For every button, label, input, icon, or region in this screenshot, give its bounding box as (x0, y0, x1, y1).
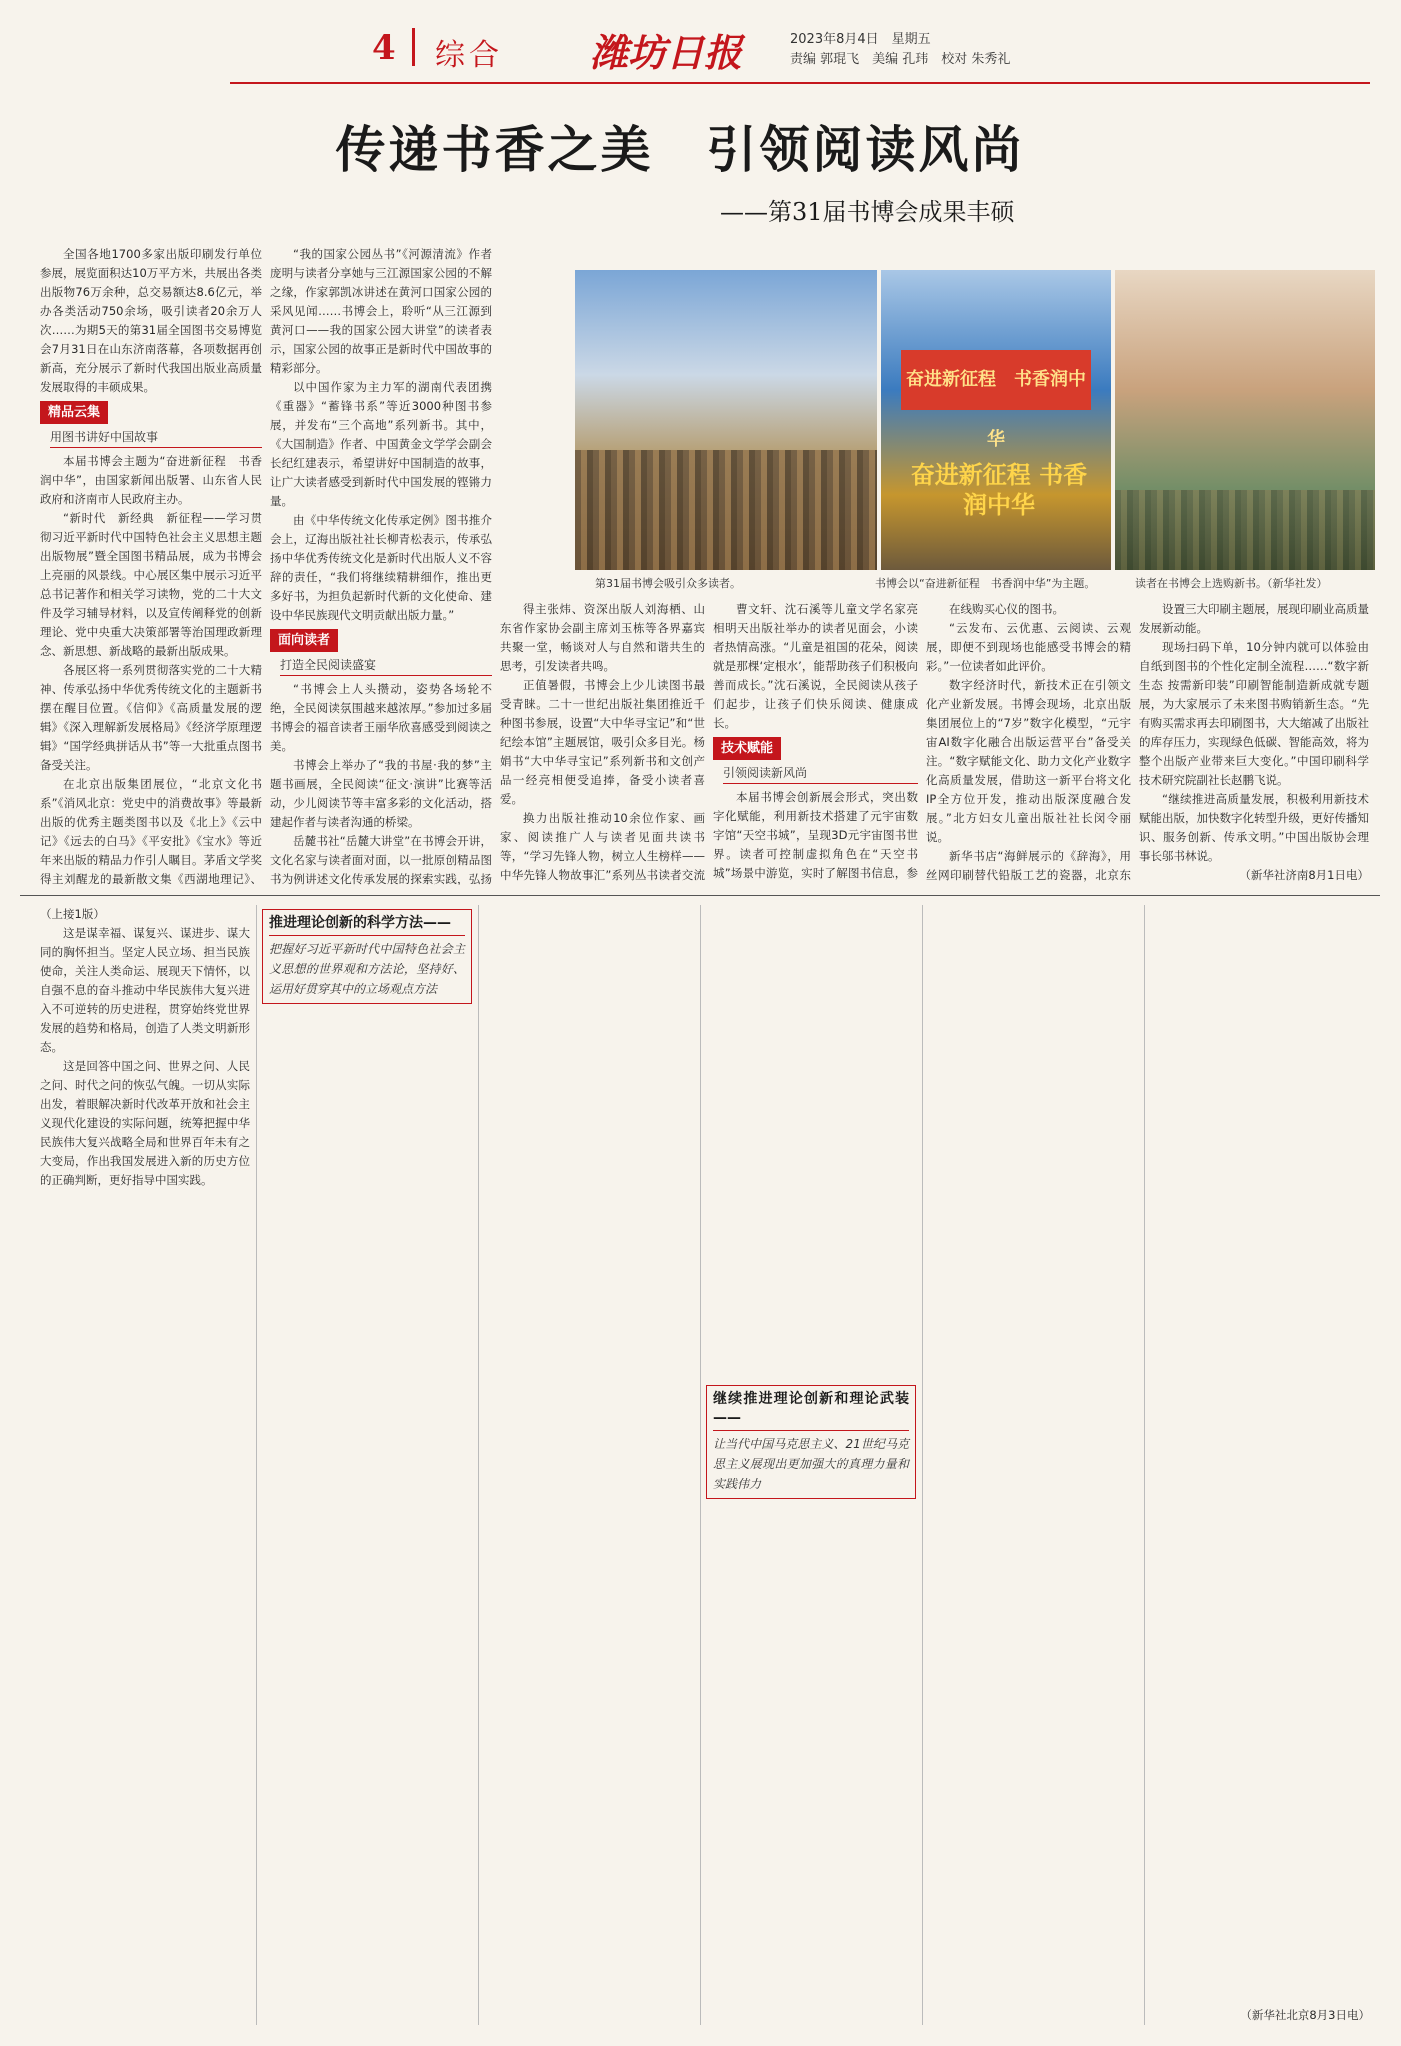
paragraph: “新时代 新经典 新征程——学习贯彻习近平新时代中国特色社会主义思想主题出版物展”暨全国图书精品展，成为书博会上亮丽的风景线。中心展区集中展示习近平总书记著作和相关学习读物，党的二十大文件及学习辅导材料，以及宣传阐释党的创新理论、党中央重大决策部署等治国理政新理念、新思想、新战略的最新出版成果。 (40, 511, 262, 658)
box-subtitle: 把握好习近平新时代中国特色社会主义思想的世界观和方法论，坚持好、运用好贯穿其中的立场观点方法 (269, 942, 465, 996)
paragraph: 本届书博会主题为“奋进新征程 书香润中华”，由国家新闻出版署、山东省人民政府和济南市人民政府主办。 (40, 454, 262, 506)
dateline-end-bottom: （新华社北京8月3日电） (1240, 2008, 1370, 2022)
paragraph: 以中国作家为主力军的湖南代表团携《重器》“蓄锋书系”等近3000种图书参展，并发布“三个高地”系列新书。其中，《大国制造》作者、中国黄金文学学会副会长纪红建表示，希望讲好中国制造的故事，让广大读者感受到新时代中国发展的铿锵力量。 (270, 380, 492, 508)
page-number: 4 (372, 28, 396, 68)
article-column-3 (500, 600, 705, 885)
article-column-6 (1139, 600, 1369, 885)
section-tag-quality: 精品云集 (40, 401, 108, 424)
photo-caption-2: 书博会以“奋进新征程 书香润中华”为主题。 (875, 577, 1096, 590)
column-rule (922, 905, 923, 2025)
photo-caption-1: 第31届书博会吸引众多读者。 (595, 577, 741, 590)
box-title: 推进理论创新的科学方法—— (269, 914, 465, 936)
paragraph: 岳麓书社“岳麓大讲堂”在书博会开讲，文化名家与读者面对面，以一批原创精品图书为例讲述文化传承发展的探索实践，弘扬 (270, 834, 492, 885)
article-column-5 (926, 600, 1131, 885)
continued-from: （上接1版） (40, 907, 105, 921)
bottom-column-3 (484, 905, 694, 2025)
photo-caption-3: 读者在书博会上选购新书。（新华社发） (1135, 577, 1328, 590)
bottom-column-5 (928, 905, 1138, 2025)
bottom-column-2 (262, 905, 472, 2025)
paragraph: 本届书博会创新展会形式，突出数字化赋能，利用新技术搭建了元宇宙数字馆“天空书城”，呈现3D元宇宙图书世界。读者可控制虚拟角色在“天空书城”场景中游览，实时了解图书信息，参 (713, 790, 918, 880)
editor-credits: 责编 郭琨飞 美编 孔玮 校对 朱秀礼 (790, 52, 1011, 67)
box-theory-arming (706, 1385, 916, 1499)
section-tag-tech: 技术赋能 (713, 737, 781, 760)
paragraph: 各展区将一系列贯彻落实党的二十大精神、传承弘扬中华优秀传统文化的主题新书摆在醒目位置。《信仰》《高质量发展的逻辑》《深入理解新发展格局》《经济学原理逻辑》“国学经典拼话从书”等一大批重点图书备受关注。 (40, 663, 262, 772)
box-title: 继续推进理论创新和理论武装—— (713, 1390, 909, 1431)
paragraph: 曹文轩、沈石溪等儿童文学名家亮相明天出版社举办的读者见面会，小读者热情高涨。“儿童是祖国的花朵，阅读就是那棵‘定根水’，能帮助孩子们积极向善而成长。”沈石溪说，全民阅读从孩子们起步，让孩子们快乐阅读、健康成长。 (713, 602, 918, 730)
column-rule (478, 905, 479, 2025)
bottom-column-4 (706, 905, 916, 2025)
paragraph: 书博会上举办了“我的书屋·我的梦”主题书画展，全民阅读“征文·演讲”比赛等活动，少儿阅读节等丰富多彩的文化活动，搭建起作者与读者沟通的桥梁。 (270, 758, 492, 829)
dateline-end: （新华社济南8月1日电） (1239, 868, 1369, 882)
photo-banner-text: 奋进新征程 书香润中华 (901, 350, 1091, 410)
paragraph: 这是回答中国之问、世界之问、人民之问、时代之问的恢弘气魄。一切从实际出发，着眼解决新时代改革开放和社会主义现代化建设的实际问题，统筹把握中华民族伟大复兴战略全局和世界百年未有之大变局，作出我国发展进入新的历史方位的正确判断，更好指导中国实践。 (40, 1059, 250, 1187)
box-subtitle: 让当代中国马克思主义、21世纪马克思主义展现出更加强大的真理力量和实践伟力 (713, 1437, 909, 1491)
photo-sign-text: 奋进新征程 书香润中华 (910, 461, 1088, 519)
column-rule (1144, 905, 1145, 2025)
paragraph: 在北京出版集团展位，“北京文化书系”《消风北京：党史中的消费故事》等最新出版的优秀主题类图书以及《北上》《云中记》《远去的白马》《平安批》《宝水》等近年来出版的精品力作引人瞩目。茅盾文学奖得主刘醒龙的最新散文集《西湖地理记》、 (40, 777, 262, 885)
section-subtitle-readers: 打造全民阅读盛宴 (280, 656, 492, 676)
paragraph: 新华书店“海鲜展示的《辞海》，用丝网印刷替代铅版工艺的瓷器，北京东 (926, 849, 1131, 882)
section-tag-readers: 面向读者 (270, 629, 338, 652)
article-divider (20, 895, 1380, 896)
paragraph: “书博会上人头攒动，姿势各场轮不绝，全民阅读氛围越来越浓厚。”参加过多届书博会的福音读者王丽华欣喜感受到阅读之美。 (270, 682, 492, 753)
photo-crowd (575, 270, 877, 570)
column-rule (700, 905, 701, 2025)
paragraph: “继续推进高质量发展，积极利用新技术赋能出版，加快数字化转型升级，更好传播知识、服务创新、传承文明。”中国出版协会理事长邬书林说。 (1139, 792, 1369, 863)
photo-readers (1115, 270, 1375, 570)
bottom-column-6 (1150, 905, 1370, 2025)
paragraph: 数字经济时代，新技术正在引领文化产业新发展。书博会现场，北京出版集团展位上的“7岁”数字化模型，“元宇宙AI数字化融合出版运营平台”备受关注。“数字赋能文化、助力文化产业数字化高质量发展，借助这一新平台将文化IP全方位开发，推动出版深度融合发展。”北方妇女儿童出版社社长闵令丽说。 (926, 678, 1131, 844)
paragraph: “我的国家公园丛书”《河源清流》作者庞明与读者分享她与三江源国家公园的不解之缘，作家郭凯冰讲述在黄河口国家公园的采风见闻……书博会上，聆听“从三江源到黄河口——我的国家公园大讲堂”的读者表示，国家公园的故事正是新时代中国故事的精彩部分。 (270, 247, 492, 375)
paragraph: 设置三大印刷主题展，展现印刷业高质量发展新动能。 (1139, 602, 1369, 635)
photo-strip (575, 270, 1375, 592)
paragraph: 这是谋幸福、谋复兴、谋进步、谋大同的胸怀担当。坚定人民立场、担当民族使命，关注人类命运、展现天下情怀，以自强不息的奋斗推动中华民族伟大复兴进入不可逆转的历史进程，贯穿始终党世界发展的趋势和格局，创造了人类文明新形态。 (40, 926, 250, 1054)
headline: 传递书香之美 引领阅读风尚 (335, 120, 1025, 179)
section-subtitle-tech: 引领阅读新风尚 (723, 764, 918, 784)
paragraph: 换力出版社推动10余位作家、画家、阅读推广人与读者见面共读书等，“学习先锋人物，树立人生榜样——中华先锋人物故事汇”系列丛书读者交流 (500, 811, 705, 882)
paragraph: 正值暑假，书博会上少儿读图书最受青睐。二十一世纪出版社集团推近千种图书参展，设置“大中华寻宝记”和“世纪绘本馆”主题展馆，吸引众多目光。杨娟书“大中华寻宝记”系列新书和文创产品一经亮相便受追捧，备受小读者喜爱。 (500, 678, 705, 806)
subheadline: ——第31届书博会成果丰硕 (720, 198, 1015, 226)
bottom-column-1 (40, 905, 250, 2025)
photo-banner (881, 270, 1111, 570)
column-rule (256, 905, 257, 2025)
issue-date: 2023年8月4日 星期五 (790, 32, 931, 47)
paragraph: 得主张炜、资深出版人刘海栖、山东省作家协会副主席刘玉栋等各界嘉宾共聚一堂，畅谈对人与自然和谐共生的思考，引发读者共鸣。 (500, 602, 705, 673)
masthead (0, 0, 1401, 92)
paragraph: 在线购买心仪的图书。 (949, 602, 1064, 616)
box-theory-method (262, 909, 472, 1004)
article-column-1 (40, 245, 262, 885)
paper-logo: 潍坊日报 (590, 30, 743, 75)
article-column-2 (270, 245, 492, 885)
article-column-4 (713, 600, 918, 885)
paragraph: 现场扫码下单，10分钟内就可以体验由自纸到图书的个性化定制全流程……“数字新生态 按需新印装”印刷智能制造新成就专题展，为大家展示了未来图书购销新生态。“先有购买需求再去印刷图书，大大缩减了出版社的库存压力，实现绿色低碳、智能高效，将为整个出版产业带来巨大变化。”中国印刷科学技术研究院副社长赵鹏飞说。 (1139, 640, 1369, 787)
lead-paragraph: 全国各地1700多家出版印刷发行单位参展，展览面积达10万平方米，共展出各类出版物76万余种，总交易额达8.6亿元，举办各类活动750余场，吸引读者20余万人次……为期5天的第31届全国图书交易博览会7月31日在山东济南落幕，各项数据再创新高，充分展示了新时代我国出版业高质量发展取得的丰硕成果。 (40, 247, 262, 394)
paragraph: “云发布、云优惠、云阅读、云观展，即便不到现场也能感受书博会的精彩。”一位读者如此评价。 (926, 621, 1131, 673)
masthead-rule (230, 82, 1370, 84)
masthead-divider (412, 28, 415, 66)
paragraph: 由《中华传统文化传承定例》图书推介会上，辽海出版社社长柳青松表示，传承弘扬中华优秀传统文化是新时代出版人义不容辞的责任，“我们将继续精耕细作，推出更多好书，为担负起新时代新的文化使命、建设中华民族现代文明贡献出版力量。” (270, 513, 492, 622)
section-subtitle-quality: 用图书讲好中国故事 (50, 428, 262, 448)
section-name: 综合 (435, 38, 503, 73)
